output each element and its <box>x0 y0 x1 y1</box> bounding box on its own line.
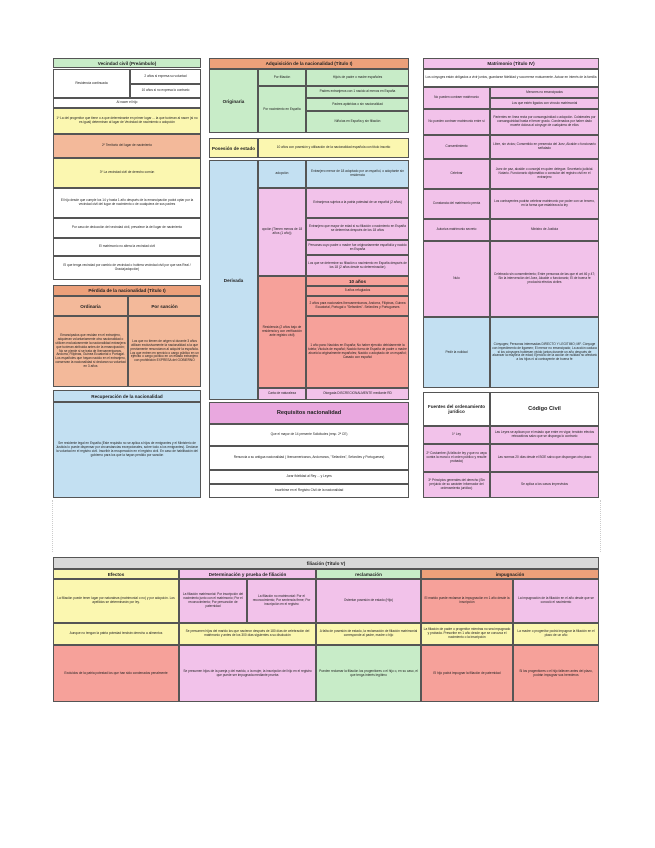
matrimonio-nulo-val: Celebrado sin consentimiento; Entre personas de las que el art 46 y 47; Sin la intervención del Juez, Alcalde o funcionario; El de buena fe producirá efectos civiles <box>490 241 599 317</box>
matrimonio-autoriza-val: Ministro de Justicia <box>490 219 599 241</box>
fuentes-codigo-civil: Código Civil <box>490 392 599 426</box>
requisitos-1: Que el mayor de 14 presente Solicitudes (resp. 2ª CE) <box>209 424 409 446</box>
perdida-sancion-text: Los que no tienen de origen si durante 3 años utilizan exclusivamente la nacionalidad a la que previamente renunciaron al adquirir la española. Los que entren en servicio o cargo público en un ejército o cargo político en un estado extranjero con prohibición EXPRESA del GOBIERNO <box>128 316 201 387</box>
filiacion-imp-3: El hijo podrá impugnar la filiación de paternidad <box>421 645 513 702</box>
matrimonio-cons-val: Libre, sin vicios; Consentido en presencia del Juez, Alcalde o funcionario señalado <box>490 135 599 159</box>
filiacion-imp-3b: Si los progenitores o el hijo fallecen antes del plazo, podrán impugnar sus herederos <box>513 645 599 702</box>
filiacion-rec-1: Ostentar posesión de estado (Hijo) <box>316 579 421 623</box>
filiacion-det-1a: La filiación matrimonial: Por inscripción del nacimiento junto con el matrimonio; Por el reconocimiento; Por presunción de paternidad <box>179 579 247 623</box>
vecindad-cambio: El que tenga vecindad por cambio de vecindad o hubiera vecindad civil por que sea Real / Gracia(adopción) <box>53 256 201 280</box>
adquisicion-res-2: 5 años refugiados <box>306 286 409 296</box>
matrimonio-consentimiento: Consentimiento <box>423 135 490 159</box>
adquisicion-filiacion: Por filiación <box>258 69 306 86</box>
adquisicion-op-1: Extranjeros sujetos a la patria potestad de un español (2 años) <box>306 188 409 218</box>
fuentes-ley-val: Las Leyes se aplican por el estado que entre en vigor, tendrán efectos retroactivos salvo que se disponga lo contrario <box>490 426 599 444</box>
perdida-title: Pérdida de la nacionalidad (Título I) <box>53 285 201 296</box>
matrimonio-intro: Los cónyuges están obligados a vivir juntos, guardarse fidelidad y socorrerse mutuamente. Actuar en interés de la familia <box>423 69 599 87</box>
filiacion-determinacion: Determinación y prueba de filiación <box>179 569 316 579</box>
vecindad-title: Vecindad civil (Preámbulo) <box>53 58 201 68</box>
adquisicion-nac-1: Padres extranjeros con 1 nacido al menos en España <box>306 86 409 98</box>
matrimonio-cel-val: Juez de paz, alcalde o concejal en quien delegue. Secretario judicial. Notario. Funcionario diplomático o consular del registro civil en el extranjero <box>490 159 599 189</box>
perdida-ordinaria-text: Emancipados que residan en el extranjero, adquieran voluntariamente otra nacionalidad o utilicen exclusivamente la nacionalidad extranjera que tuvieran atribuida antes de la emancipación; No se pierde si se trata de Iberoamericanos, Andorra, Filipinas, Guinea Ecuatorial o Portugal. Los españoles que hayan nacido en el extranjero, conservan la nacionalidad si declaran su voluntad en 3 años <box>53 316 128 387</box>
adquisicion-res-4: 1 año para: Nacidos en España; No haber ejercido debidamente la tutela; Viudo/a de español; Nacido fuera de España de padre o madre abuelo/a originalmente españoles; Nacido o adoptado de un español; Casado con español <box>306 316 409 388</box>
adquisicion-res-3: 2 años para nacionales Iberoamericanos, Andorra, Filipinas, Guinea Ecuatorial, Portugal o "Sefardíes". Sefardíes y Portugueses <box>306 296 409 316</box>
vecindad-regla-1: 1º La del progenitor que tiene o a que determinante en primer lugar ... la que tuvieran al nacer (si no es igual) determinan al lugar de Vecindad de nacimiento o adopción <box>53 108 201 134</box>
filiacion-efectos: Efectos <box>53 569 179 579</box>
vecindad-10-anos: 10 años si no expresa lo contrario <box>130 84 201 98</box>
adquisicion-adopcion-val: Extranjero menor de 18 adoptado por un español, o adoptante sin residencia <box>306 160 409 188</box>
adquisicion-op-4: Los que se determine su filiación o nacimiento en España después de los 18 (2 años desde su determinación) <box>306 255 409 276</box>
vecindad-regla-2: 2º Territorio del lugar de nacimiento <box>53 134 201 158</box>
adquisicion-nac-2: Padres apátridas o sin nacionalidad <box>306 98 409 111</box>
fuentes-title: Fuentes del ordenamiento jurídico <box>423 392 490 426</box>
matrimonio-ne-1: Parientes en línea recta por consanguinidad o adopción. Colaterales por consanguinidad hasta el tercer grado. Condenados por haber dado muerte dolosa al cónyuge de cualquiera de ellos <box>490 109 599 135</box>
adquisicion-originaria: Originaria <box>209 69 258 133</box>
matrimonio-no-entre: No pueden contraer matrimonio entre sí <box>423 109 490 135</box>
perdida-ordinaria: Ordinaria <box>53 296 128 316</box>
requisitos-3: Jurar fidelidad al Rey ... y Leyes <box>209 470 409 484</box>
requisitos-title: Requisitos nacionalidad <box>209 402 409 424</box>
filiacion-efectos-2: Aunque no tengan la patria potestad tendrán derecho a alimentos <box>53 623 179 645</box>
perdida-sancion: Por sanción <box>128 296 201 316</box>
matrimonio-forma-val: Los contrayentes podrán celebrar matrimonio por poder con un tercero, en la forma que establezca la ley <box>490 189 599 219</box>
adquisicion-carta: Carta de naturaleza <box>258 388 306 400</box>
adquisicion-res-1: 10 años <box>306 276 409 286</box>
adquisicion-nacimiento: Por nacimiento en España <box>258 86 306 133</box>
vecindad-duda: Por caso de deducción del vecindad civil, prevalece la del lugar de nacimiento <box>53 218 201 238</box>
vecindad-2-anos: 2 años si expresa su voluntad <box>130 69 201 84</box>
fuentes-ley: 1º Ley <box>423 426 490 444</box>
matrimonio-title: Matrimonio (Título IV) <box>423 58 599 69</box>
matrimonio-forma: Constancia del matrimonio previa <box>423 189 490 219</box>
filiacion-efectos-3: Excluidos de la patria potestad los que han sido condenados penalmente <box>53 645 179 702</box>
vecindad-opcion-hijo: El hijo desde que cumple los 14 y hasta 1 año después de la emancipación podrá optar por la vecindad civil del lugar de nacimiento o de cualquiera de sus padres <box>53 188 201 218</box>
vecindad-al-nacer: Al nacer el hijo <box>53 98 201 108</box>
matrimonio-np-2: Los que estén ligados con vínculo matrimonial <box>490 98 599 109</box>
fuentes-costumbre: 2º Costumbre (A falta de ley y que no vaya contra la moral o el orden público y resulte probada) <box>423 444 490 472</box>
filiacion-reclamacion: reclamación <box>316 569 421 579</box>
requisitos-4: Inscribirse en el Registro Civil de la nacionalidad <box>209 484 409 498</box>
vecindad-residencia: Residencia continuada <box>53 69 130 98</box>
matrimonio-pedir-val: Cónyuges; Personas interesadas DIRECTO Y LEGITIMO; MF. Cónyuge con impedimento de ligamen; El menor no emancipado; La acción caduca si los cónyuges hubiesen vivido juntos durante un año después de alcanzar la mayoría de edad; Ejercicio de la acción de nulidad no afectará a los hijos ni al contrayente de buena fe <box>490 317 599 388</box>
filiacion-impugnacion: impugnación <box>421 569 599 579</box>
adquisicion-op-3: Personas cuyo padre o madre fue originariamente español/a y nacido en España <box>306 240 409 255</box>
vecindad-regla-3: 3º La vecindad civil de derecho común <box>53 158 201 188</box>
adquisicion-adopcion: adopción <box>258 160 306 188</box>
filiacion-rec-3: Pueden reclamar la filiación los progenitores o el hijo o, en su caso, el que tenga interés legítimo <box>316 645 421 702</box>
recuperacion-text: Ser residente legal en España (Este requisito no se aplica a hijos de emigrantes y el Ministerio de Justicia lo puede dispensar por circunstancias excepcionales, sobre todo a los emigrantes). Declarar la voluntad en el registro civil. Inscribir la recuperación en el registro civil. En caso de habilitación del gobierno para los que la hayan perdido por sanción <box>53 402 201 498</box>
adquisicion-filiacion-val: Hijo/s de padre o madre españoles <box>306 69 409 86</box>
vecindad-matrimonio: El matrimonio no altera la vecindad civil <box>53 238 201 256</box>
adquisicion-carta-val: Otorgada DISCRECIONALMENTE mediante RD <box>306 388 409 400</box>
matrimonio-no-pueden: No pueden contraer matrimonio <box>423 87 490 109</box>
filiacion-imp-1b: La impugnación de la filiación en el año desde que se conoció el nacimiento <box>513 579 599 623</box>
recuperacion-title: Recuperación de la nacionalidad <box>53 390 201 402</box>
fuentes-principios-val: Se aplica a los casos imprevistos <box>490 472 599 498</box>
adquisicion-opcion: opción (Tienen menos de 18 años (1 año)) <box>258 188 306 276</box>
filiacion-rec-2: A falta de posesión de estado, la reclamación de filiación matrimonial corresponde al padre, madre o hijo <box>316 623 421 645</box>
matrimonio-celebrar: Celebrar <box>423 159 490 189</box>
adquisicion-residencia: Residencia (2 años bajo de residencia y con verificación ante registro civil) <box>258 276 306 388</box>
grid-decor <box>52 500 601 552</box>
adquisicion-derivada: Derivada <box>209 160 258 400</box>
fuentes-principios: 3º Principios generales del derecho (Sin perjuicio de su carácter informador del ordenamiento jurídico) <box>423 472 490 498</box>
filiacion-det-1b: La filiación no matrimonial: Por el reconocimiento; Por sentencia firme; Por inscripción en el registro <box>247 579 316 623</box>
filiacion-imp-1: El marido puede reclamar la impugnación en 1 año desde la inscripción <box>421 579 513 623</box>
adquisicion-posesion: Posesión de estado <box>209 138 258 158</box>
matrimonio-np-1: Menores no emancipados <box>490 87 599 98</box>
adquisicion-nac-3: Niño/as en España y sin filiación <box>306 111 409 133</box>
filiacion-imp-2b: La madre o progenitor podrá impugnar la filiación en el plazo de un año <box>513 623 599 645</box>
adquisicion-op-2: Extranjero que mayor de edad si su filiación o nacimiento en España se determina después de los 18 años <box>306 218 409 240</box>
filiacion-imp-2: La filiación de padre o progenitor mientras no sea impugnado y probada. Prescribe en 1 año desde que se conozca el nacimiento o la inscripción <box>421 623 513 645</box>
matrimonio-pedir: Pedir la nulidad <box>423 317 490 388</box>
filiacion-title: filiación (Título V) <box>53 557 599 569</box>
adquisicion-title: Adquisición de la nacionalidad (Título I) <box>209 58 409 69</box>
matrimonio-nulo: Nulo <box>423 241 490 317</box>
filiacion-det-3: Se presumen hijos de la pareja y del marido, o la mujer, la inscripción del hijo en el registro que puede ser impugnada mediante prueba <box>179 645 316 702</box>
matrimonio-autoriza: Autoriza matrimonio secreto <box>423 219 490 241</box>
adquisicion-posesion-val: 10 años con posesión y utilización de la nacionalidad española con título inscrito <box>258 138 409 158</box>
filiacion-det-2: Se presumen hijos del marido los que nacieron después de 180 días de celebración del matrimonio y antes de los 300 días siguientes a su disolución <box>179 623 316 645</box>
fuentes-costumbre-val: Las normas 20 días desde el BOE salvo que dispongan otro plazo <box>490 444 599 472</box>
filiacion-efectos-1: La filiación puede tener lugar por naturaleza (matrimonial o no) y por adopción. Los apellidos se determinarán por ley. <box>53 579 179 623</box>
requisitos-2: Renuncia a su antigua nacionalidad ( Iberoamericanos, Andorranos, "Sefardíes", Sefardíes y Portugueses) <box>209 446 409 470</box>
